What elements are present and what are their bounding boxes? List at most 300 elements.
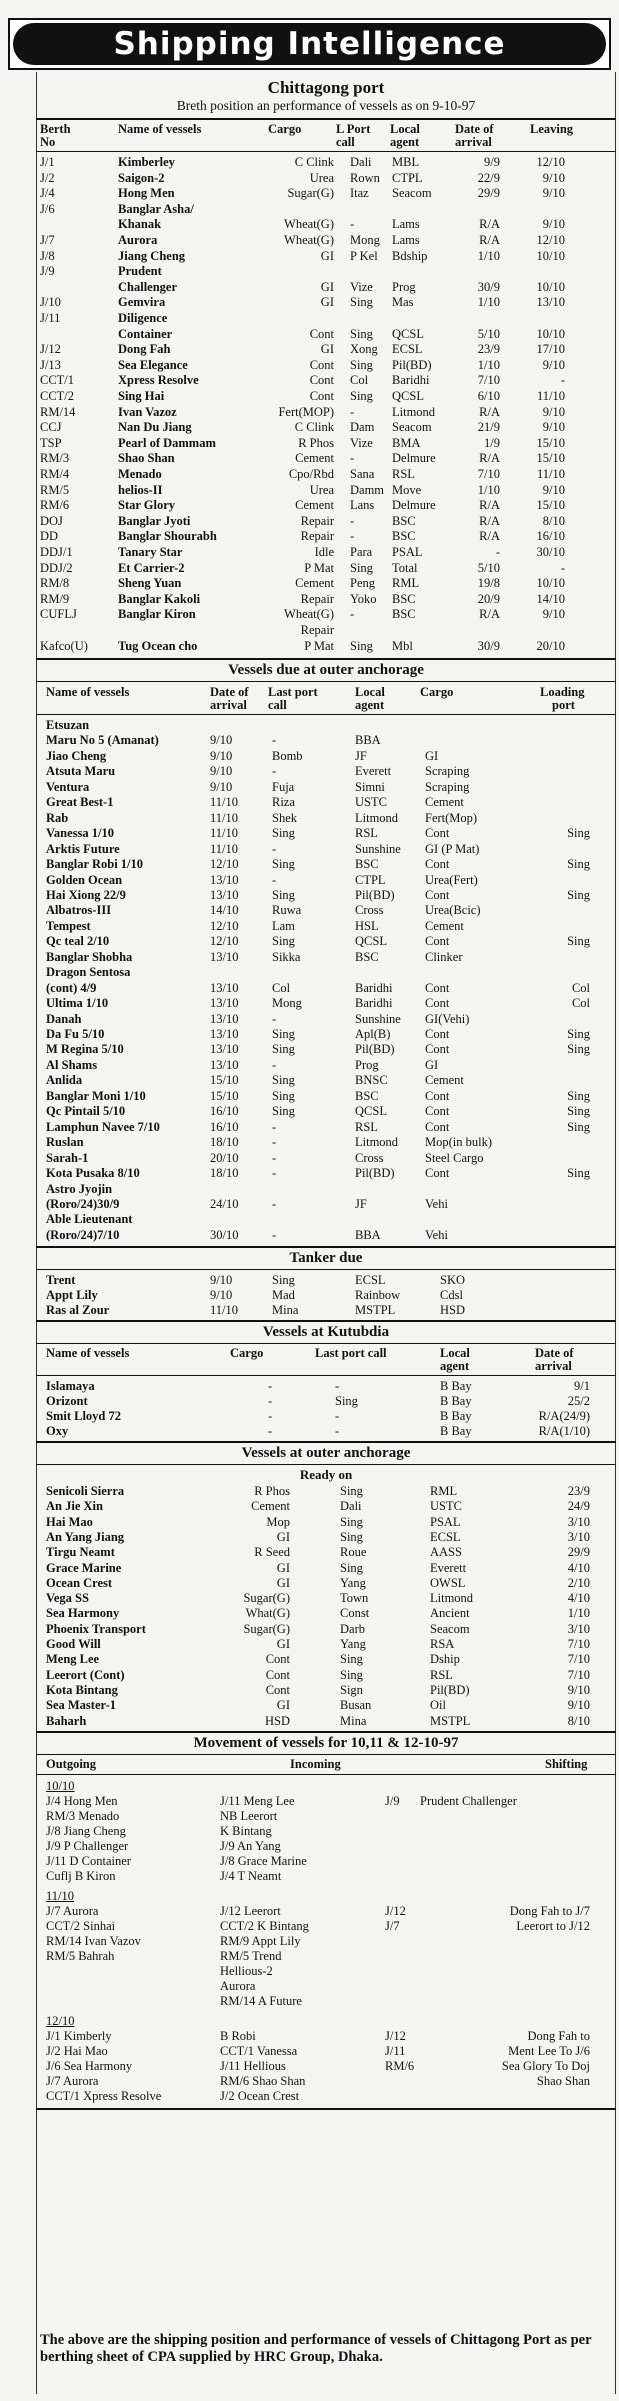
- vessel-name: Tanary Star: [118, 545, 183, 559]
- berth-header: Cargo: [268, 122, 302, 136]
- local-agent: JF: [355, 1197, 367, 1211]
- berth-header: Leaving: [530, 122, 574, 136]
- movement-header-incoming: Incoming: [290, 1757, 341, 1771]
- arrival-date: 30/9: [477, 639, 500, 653]
- vessel-name: Golden Ocean: [46, 873, 123, 887]
- berth-header: Date of: [455, 122, 494, 136]
- outer-due-header: Last port: [268, 685, 318, 699]
- arrival-date: R/A: [479, 405, 500, 419]
- local-agent: Baridhi: [355, 981, 393, 995]
- local-agent: Bdship: [392, 249, 428, 263]
- ready-date: 1/10: [567, 1606, 590, 1620]
- kutubdia-header: Name of vessels: [46, 1346, 130, 1360]
- outgoing-vessel: RM/14 Ivan Vazov: [46, 1934, 141, 1948]
- berth-no: DDJ/1: [40, 545, 73, 559]
- vessel-name: Sing Hai: [118, 389, 165, 403]
- section-title-kutubdia: Vessels at Kutubdia: [262, 1324, 390, 1340]
- vessel-name: Banglar Kakoli: [118, 592, 201, 606]
- cargo: -: [268, 1424, 273, 1438]
- cargo: GI (P Mat): [425, 842, 480, 856]
- arrival-date: 13/10: [210, 873, 239, 887]
- rule: [36, 118, 616, 120]
- vessel-name: Smit Lloyd 72: [46, 1409, 122, 1423]
- berth-header: call: [336, 135, 355, 149]
- kutubdia-header: Local: [440, 1346, 470, 1360]
- vessel-name: Able Lieutenant: [46, 1212, 133, 1226]
- rule: [36, 681, 616, 682]
- last-port-call: Sana: [350, 467, 375, 481]
- kutubdia-header: agent: [440, 1359, 470, 1373]
- cargo: Cont: [425, 857, 450, 871]
- outgoing-vessel: J/7 Aurora: [46, 1904, 99, 1918]
- last-port-call: Sing: [340, 1668, 363, 1682]
- cargo: Sugar(G): [287, 186, 334, 200]
- shifting-vessel: Prudent Challenger: [420, 1794, 517, 1808]
- leaving-date: 9/10: [542, 358, 565, 372]
- ready-date: 3/10: [567, 1515, 590, 1529]
- ready-date: 9/10: [567, 1683, 590, 1697]
- cargo: GI(Vehi): [425, 1012, 470, 1026]
- movement-date: 12/10: [46, 2014, 75, 2028]
- cargo: Cont: [425, 934, 450, 948]
- section-title-tanker: Tanker due: [289, 1250, 363, 1266]
- arrival-date: R/A: [479, 233, 500, 247]
- vessel-name: Albatros-III: [46, 903, 112, 917]
- incoming-vessel: B Robi: [220, 2029, 256, 2043]
- local-agent: MSTPL: [430, 1714, 471, 1728]
- arrival-date: 11/10: [210, 1303, 239, 1317]
- vessel-name: Menado: [118, 467, 162, 481]
- vessel-name: Saigon-2: [118, 171, 165, 185]
- cargo: Cont: [425, 996, 450, 1010]
- last-port-call: Sing: [272, 1104, 295, 1118]
- arrival-date: R/A: [479, 607, 500, 621]
- outgoing-vessel: J/2 Hai Mao: [46, 2044, 108, 2058]
- vessel-name: Qc Pintail 5/10: [46, 1104, 126, 1118]
- vessel-name: Et Carrier-2: [118, 561, 185, 575]
- arrival-date: 12/10: [210, 857, 239, 871]
- vessel-name: Sea Elegance: [118, 358, 188, 372]
- last-port-call: Sing: [340, 1652, 363, 1666]
- arrival-date: 9/10: [210, 780, 233, 794]
- local-agent: Move: [392, 483, 422, 497]
- section-title-outer-due: Vessels due at outer anchorage: [228, 662, 424, 678]
- cargo: Cont: [309, 358, 334, 372]
- arrival-date: 13/10: [210, 1027, 239, 1041]
- shifting-vessel: Leerort to J/12: [516, 1919, 590, 1933]
- vessel-name: Banglar Robi 1/10: [46, 857, 144, 871]
- last-port-call: Sing: [350, 561, 373, 575]
- incoming-vessel: J/11 Hellious: [220, 2059, 286, 2073]
- local-agent: Baridhi: [392, 373, 430, 387]
- berth-header: arrival: [455, 135, 492, 149]
- berth-no: CCT/1: [40, 373, 75, 387]
- last-port-call: Sign: [340, 1683, 363, 1697]
- arrival-date: 21/9: [477, 420, 500, 434]
- last-port-call: Busan: [340, 1698, 372, 1712]
- arrival-date: 9/10: [210, 1273, 233, 1287]
- arrival-date: R/A: [479, 451, 500, 465]
- arrival-date: 13/10: [210, 996, 239, 1010]
- vessel-name: Tug Ocean cho: [118, 639, 198, 653]
- last-port-call: -: [350, 451, 355, 465]
- berth-no: J/9: [40, 264, 55, 278]
- loading-port: Sing: [567, 1027, 590, 1041]
- last-port-call: Lans: [350, 498, 375, 512]
- arrival-date: 6/10: [477, 389, 500, 403]
- last-port-call: -: [272, 1151, 277, 1165]
- rule: [36, 658, 616, 660]
- local-agent: Pil(BD): [430, 1683, 470, 1697]
- local-agent: OWSL: [430, 1576, 466, 1590]
- vessel-name: Ventura: [46, 780, 90, 794]
- leaving-date: 9/10: [542, 217, 565, 231]
- arrival-date: 23/9: [477, 342, 500, 356]
- cargo: Repair: [300, 529, 334, 543]
- vessel-name: Prudent: [118, 264, 162, 278]
- last-port-call: Sing: [350, 295, 373, 309]
- local-agent: B Bay: [440, 1424, 472, 1438]
- cargo: GI: [276, 1530, 290, 1544]
- cargo: Urea: [309, 483, 334, 497]
- local-agent: BSC: [392, 607, 416, 621]
- local-agent: Sunshine: [355, 842, 401, 856]
- vessel-name: Banglar Shourabh: [118, 529, 217, 543]
- loading-port: Sing: [567, 934, 590, 948]
- leaving-date: 11/10: [536, 467, 565, 481]
- arrival-date: 22/9: [477, 171, 500, 185]
- last-port-call: -: [272, 1058, 277, 1072]
- local-agent: Cross: [355, 903, 384, 917]
- cargo: Fert(MOP): [278, 405, 334, 419]
- last-port-call: Riza: [272, 795, 295, 809]
- last-port-call: Sing: [272, 1073, 295, 1087]
- ready-date: 24/9: [567, 1499, 590, 1513]
- local-agent: RML: [430, 1484, 458, 1498]
- berth-no: J/4: [40, 186, 55, 200]
- cargo: HSD: [264, 1714, 290, 1728]
- local-agent: Seacom: [430, 1622, 470, 1636]
- cargo: Cont: [265, 1683, 290, 1697]
- incoming-vessel: RM/6 Shao Shan: [220, 2074, 306, 2088]
- leaving-date: 13/10: [536, 295, 565, 309]
- local-agent: RML: [392, 576, 420, 590]
- arrival-date: R/A: [479, 529, 500, 543]
- outgoing-vessel: RM/5 Bahrah: [46, 1949, 115, 1963]
- leaving-date: 9/10: [542, 607, 565, 621]
- outgoing-vessel: CCT/2 Sinhai: [46, 1919, 116, 1933]
- vessel-name: Kota Bintang: [46, 1683, 118, 1697]
- cargo: What(G): [245, 1606, 290, 1620]
- arrival-date: 20/10: [210, 1151, 239, 1165]
- arrival-date: R/A(24/9): [538, 1409, 590, 1423]
- vessel-name: Al Shams: [46, 1058, 98, 1072]
- loading-port: Col: [571, 996, 590, 1010]
- last-port-call: -: [335, 1379, 340, 1393]
- cargo: Cont: [265, 1668, 290, 1682]
- last-port-call: Sing: [272, 1027, 295, 1041]
- vessel-name: Shao Shan: [118, 451, 175, 465]
- vessel-name: Dragon Sentosa: [46, 965, 131, 979]
- last-port-call: Lam: [272, 919, 295, 933]
- vessel-name: Ocean Crest: [46, 1576, 113, 1590]
- vessel-name: Ruslan: [46, 1135, 84, 1149]
- last-port-call: Sing: [340, 1561, 363, 1575]
- berth-no: J/8: [40, 249, 55, 263]
- arrival-date: 1/10: [477, 295, 500, 309]
- cargo: Idle: [314, 545, 334, 559]
- local-agent: Litmond: [392, 405, 436, 419]
- vessel-name: An Jie Xin: [46, 1499, 103, 1513]
- last-port-call: -: [272, 1120, 277, 1134]
- last-port-call: -: [272, 733, 277, 747]
- vessel-name: Danah: [46, 1012, 82, 1026]
- cargo: Cement: [425, 795, 464, 809]
- cargo: R Phos: [298, 436, 334, 450]
- local-agent: Total: [392, 561, 418, 575]
- cargo: Cont: [425, 1120, 450, 1134]
- shifting-vessel: Dong Fah to J/7: [509, 1904, 590, 1918]
- ready-date: 3/10: [567, 1530, 590, 1544]
- berth-no: CCJ: [40, 420, 62, 434]
- last-port-call: Mad: [272, 1288, 295, 1302]
- arrival-date: 30/10: [210, 1228, 239, 1242]
- last-port-call: -: [350, 529, 355, 543]
- section-title-outer-anchorage: Vessels at outer anchorage: [241, 1445, 411, 1461]
- cargo: Cont: [425, 1104, 450, 1118]
- rule: [36, 1754, 616, 1755]
- local-agent: QCSL: [392, 327, 424, 341]
- leaving-date: 14/10: [536, 592, 565, 606]
- leaving-date: 10/10: [536, 327, 565, 341]
- leaving-date: 9/10: [542, 186, 565, 200]
- berth-no: RM/4: [40, 467, 70, 481]
- arrival-date: 11/10: [210, 795, 239, 809]
- vessel-name: Banglar Jyoti: [118, 514, 191, 528]
- cargo: Scraping: [425, 780, 470, 794]
- local-agent: RSL: [430, 1668, 453, 1682]
- arrival-date: 9/10: [210, 1288, 233, 1302]
- cargo: -: [268, 1394, 273, 1408]
- arrival-date: 13/10: [210, 1012, 239, 1026]
- cargo: Cont: [425, 1027, 450, 1041]
- last-port-call: Vize: [350, 436, 373, 450]
- ready-date: 3/10: [567, 1622, 590, 1636]
- last-port-call: -: [272, 842, 277, 856]
- arrival-date: 13/10: [210, 950, 239, 964]
- berth-header: L Port: [336, 122, 371, 136]
- outgoing-vessel: Cuflj B Kiron: [46, 1869, 116, 1883]
- last-port-call: Sing: [335, 1394, 358, 1408]
- local-agent: USTC: [355, 795, 387, 809]
- ready-on-label: Ready on: [299, 1467, 353, 1482]
- outer-due-header: Date of: [210, 685, 249, 699]
- cargo: C Clink: [294, 155, 334, 169]
- cargo: Cont: [425, 826, 450, 840]
- leaving-date: 9/10: [542, 405, 565, 419]
- arrival-date: 13/10: [210, 1058, 239, 1072]
- outer-due-header: Local: [355, 685, 385, 699]
- leaving-date: 10/10: [536, 249, 565, 263]
- local-agent: BMA: [392, 436, 421, 450]
- arrival-date: 16/10: [210, 1104, 239, 1118]
- incoming-vessel: J/11 Meng Lee: [220, 1794, 295, 1808]
- outgoing-vessel: J/8 Jiang Cheng: [46, 1824, 126, 1838]
- outer-due-header: agent: [355, 698, 385, 712]
- local-agent: BSC: [355, 857, 379, 871]
- last-port-call: Mong: [350, 233, 380, 247]
- local-agent: ECSL: [355, 1273, 386, 1287]
- leaving-date: 17/10: [536, 342, 565, 356]
- cargo: P Mat: [304, 561, 334, 575]
- shifting-berth: J/12: [385, 2029, 406, 2043]
- arrival-date: 15/10: [210, 1089, 239, 1103]
- arrival-date: 29/9: [477, 186, 500, 200]
- arrival-date: 9/1: [574, 1379, 590, 1393]
- incoming-vessel: J/8 Grace Marine: [220, 1854, 307, 1868]
- vessel-name: Kota Pusaka 8/10: [46, 1166, 140, 1180]
- arrival-date: 9/10: [210, 733, 233, 747]
- berth-no: RM/14: [40, 405, 76, 419]
- local-agent: B Bay: [440, 1409, 472, 1423]
- outgoing-vessel: CCT/1 Xpress Resolve: [46, 2089, 162, 2103]
- cargo: C Clink: [294, 420, 334, 434]
- local-agent: BSC: [355, 1089, 379, 1103]
- last-port-call: Sing: [272, 1089, 295, 1103]
- kutubdia-header: Cargo: [230, 1346, 264, 1360]
- vessel-name: Container: [118, 327, 173, 341]
- local-agent: Litmond: [430, 1591, 474, 1605]
- cargo: Cement: [251, 1499, 290, 1513]
- berth-header: agent: [390, 135, 420, 149]
- loading-port: Sing: [567, 826, 590, 840]
- cargo: Cement: [295, 576, 334, 590]
- vessel-name: Lamphun Navee 7/10: [46, 1120, 160, 1134]
- arrival-date: 14/10: [210, 903, 239, 917]
- cargo: Cont: [425, 1042, 450, 1056]
- local-agent: BNSC: [355, 1073, 388, 1087]
- cargo: Cont: [309, 327, 334, 341]
- port-title: Chittagong port: [267, 78, 385, 97]
- cargo: Cont: [425, 981, 450, 995]
- incoming-vessel: J/9 An Yang: [220, 1839, 281, 1853]
- local-agent: QCSL: [355, 934, 387, 948]
- local-agent: MBL: [392, 155, 420, 169]
- rule: [36, 1375, 616, 1376]
- vessel-name: Khanak: [118, 217, 162, 231]
- local-agent: Mbl: [392, 639, 413, 653]
- cargo: GI: [276, 1576, 290, 1590]
- berth-header: Berth: [40, 122, 71, 136]
- outer-due-header: Cargo: [420, 685, 454, 699]
- subtitle: Breth position an performance of vessels as on 9-10-97: [176, 98, 476, 113]
- shifting-vessel: Ment Lee To J/6: [508, 2044, 590, 2058]
- arrival-date: 1/9: [484, 436, 500, 450]
- vessel-name: Da Fu 5/10: [46, 1027, 105, 1041]
- last-port-call: -: [350, 217, 355, 231]
- cargo: Vehi: [425, 1197, 448, 1211]
- rule: [36, 1320, 616, 1322]
- arrival-date: 25/2: [567, 1394, 590, 1408]
- incoming-vessel: CCT/2 K Bintang: [220, 1919, 309, 1933]
- cargo: GI: [320, 295, 334, 309]
- vessel-name: Hong Men: [118, 186, 175, 200]
- last-port-call: Ruwa: [272, 903, 302, 917]
- cargo: Vehi: [425, 1228, 448, 1242]
- last-port-call: Sing: [272, 1273, 295, 1287]
- outer-due-header: port: [552, 698, 575, 712]
- vessel-name: Sarah-1: [46, 1151, 89, 1165]
- last-port-call: -: [272, 1197, 277, 1211]
- local-agent: RSL: [392, 467, 415, 481]
- vessel-name: Senicoli Sierra: [46, 1484, 125, 1498]
- last-port-call: Bomb: [272, 749, 303, 763]
- cargo: Cement: [295, 451, 334, 465]
- last-port-call: Rown: [350, 171, 380, 185]
- ready-date: 23/9: [567, 1484, 590, 1498]
- cargo: GI: [320, 342, 334, 356]
- arrival-date: 1/10: [477, 249, 500, 263]
- local-agent: QCSL: [392, 389, 424, 403]
- kutubdia-header: Date of: [535, 1346, 574, 1360]
- last-port-call: Sing: [272, 888, 295, 902]
- vessel-name: Hai Xiong 22/9: [46, 888, 126, 902]
- outgoing-vessel: J/7 Aurora: [46, 2074, 99, 2088]
- local-agent: RSA: [430, 1637, 455, 1651]
- berth-no: CCT/2: [40, 389, 75, 403]
- leaving-date: 8/10: [542, 514, 565, 528]
- vessel-name: Banglar Asha/: [118, 202, 194, 216]
- arrival-date: -: [495, 545, 500, 559]
- ready-date: 7/10: [567, 1668, 590, 1682]
- vessel-name: Diligence: [118, 311, 168, 325]
- vessel-name: Great Best-1: [46, 795, 114, 809]
- vessel-name: Nan Du Jiang: [118, 420, 192, 434]
- berth-no: J/10: [40, 295, 61, 309]
- last-port-call: Para: [350, 545, 373, 559]
- loading-port: Sing: [567, 1120, 590, 1134]
- local-agent: HSL: [355, 919, 379, 933]
- last-port-call: Const: [340, 1606, 370, 1620]
- last-port-call: -: [350, 405, 355, 419]
- vessel-name: An Yang Jiang: [46, 1530, 125, 1544]
- cargo: Cpo/Rbd: [288, 467, 334, 481]
- vessel-name: Ras al Zour: [46, 1303, 110, 1317]
- incoming-vessel: J/12 Leerort: [220, 1904, 281, 1918]
- local-agent: Sunshine: [355, 1012, 401, 1026]
- arrival-date: 12/10: [210, 934, 239, 948]
- arrival-date: 5/10: [477, 561, 500, 575]
- last-port-call: Town: [340, 1591, 369, 1605]
- leaving-date: -: [560, 373, 565, 387]
- leaving-date: -: [560, 561, 565, 575]
- cargo: GI: [276, 1698, 290, 1712]
- cargo: Clinker: [425, 950, 463, 964]
- vessel-name: Appt Lily: [46, 1288, 98, 1302]
- arrival-date: 9/9: [484, 155, 500, 169]
- cargo: Repair: [300, 592, 334, 606]
- vessel-name: Ivan Vazoz: [118, 405, 177, 419]
- cargo: -: [268, 1379, 273, 1393]
- last-port-call: Fuja: [272, 780, 295, 794]
- incoming-vessel: Aurora: [220, 1979, 256, 1993]
- cargo: GI: [320, 249, 334, 263]
- rule: [36, 151, 616, 152]
- local-agent: MSTPL: [355, 1303, 396, 1317]
- leaving-date: 9/10: [542, 171, 565, 185]
- leaving-date: 9/10: [542, 483, 565, 497]
- last-port-call: Darb: [340, 1622, 365, 1636]
